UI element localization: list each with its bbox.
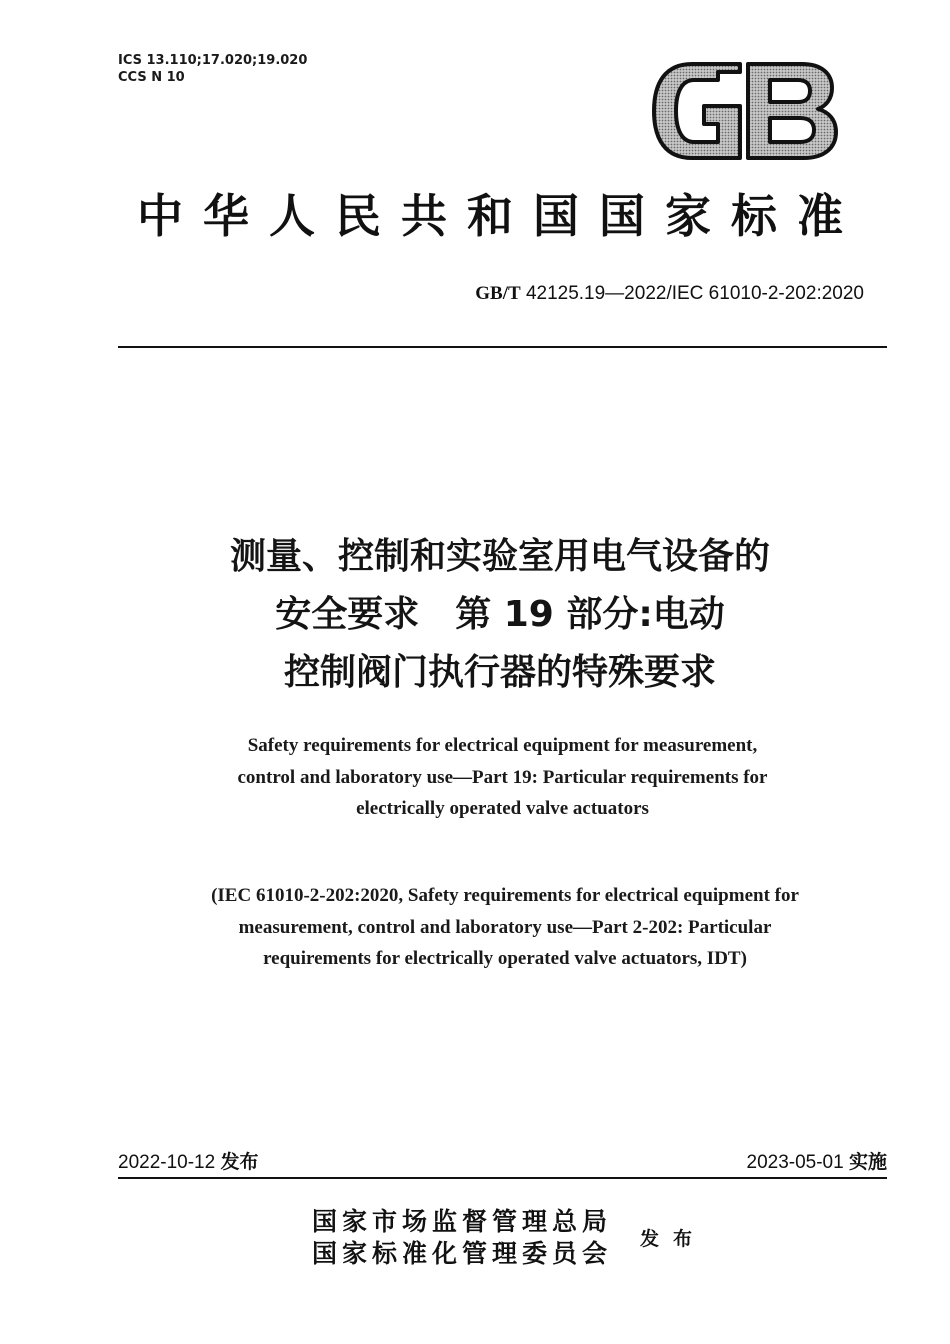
issue-date bbox=[118, 1150, 259, 1175]
issuing-authorities bbox=[312, 1206, 612, 1270]
implementation-date-label: 实施 bbox=[848, 1151, 887, 1173]
title-zh bbox=[100, 528, 900, 702]
title-zh-line-2: 安全要求 第 19 部分:电动 bbox=[275, 594, 725, 635]
header-divider bbox=[118, 346, 887, 348]
standard-number bbox=[475, 283, 864, 305]
title-en-line-1: Safety requirements for electrical equipment for measurement, bbox=[247, 735, 758, 756]
national-standard-heading: 中华人民共和国国家标准 bbox=[137, 189, 863, 243]
gb-logo-icon bbox=[652, 62, 838, 160]
gb-logo bbox=[652, 62, 838, 160]
ccs-code: CCS N 10 bbox=[118, 70, 185, 85]
title-en-line-2: control and laboratory use—Part 19: Particular requirements for bbox=[237, 766, 768, 788]
issuer-1: 国家市场监督管理总局 bbox=[312, 1207, 613, 1236]
title-zh-line-3: 控制阀门执行器的特殊要求 bbox=[283, 652, 716, 693]
issue-date-value: 2022-10-12 bbox=[118, 1152, 216, 1173]
equivalence-line-2: measurement, control and laboratory use—Part 2-202: Particular bbox=[238, 916, 772, 938]
standard-prefix: GB/T bbox=[475, 283, 521, 304]
equivalence-line-3: requirements for electrically operated valve actuators, IDT) bbox=[263, 948, 747, 969]
issue-date-label: 发布 bbox=[220, 1151, 259, 1173]
issuer-2: 国家标准化管理委员会 bbox=[312, 1239, 613, 1268]
footer-divider bbox=[118, 1177, 887, 1179]
title-zh-line-1: 测量、控制和实验室用电气设备的 bbox=[229, 536, 770, 577]
equivalence-line-1: (IEC 61010-2-202:2020, Safety requirements for electrical equipment for bbox=[211, 885, 799, 906]
ics-code: ICS 13.110;17.020;19.020 bbox=[118, 53, 308, 68]
standard-code: 42125.19—2022/IEC 61010-2-202:2020 bbox=[525, 283, 864, 304]
implementation-date-value: 2023-05-01 bbox=[746, 1152, 844, 1173]
implementation-date bbox=[747, 1150, 888, 1175]
title-en-line-3: electrically operated valve actuators bbox=[356, 798, 649, 819]
equivalence-statement bbox=[100, 880, 910, 975]
classification-codes bbox=[118, 52, 307, 86]
publish-label: 发布 bbox=[640, 1228, 707, 1250]
title-en bbox=[100, 730, 905, 825]
